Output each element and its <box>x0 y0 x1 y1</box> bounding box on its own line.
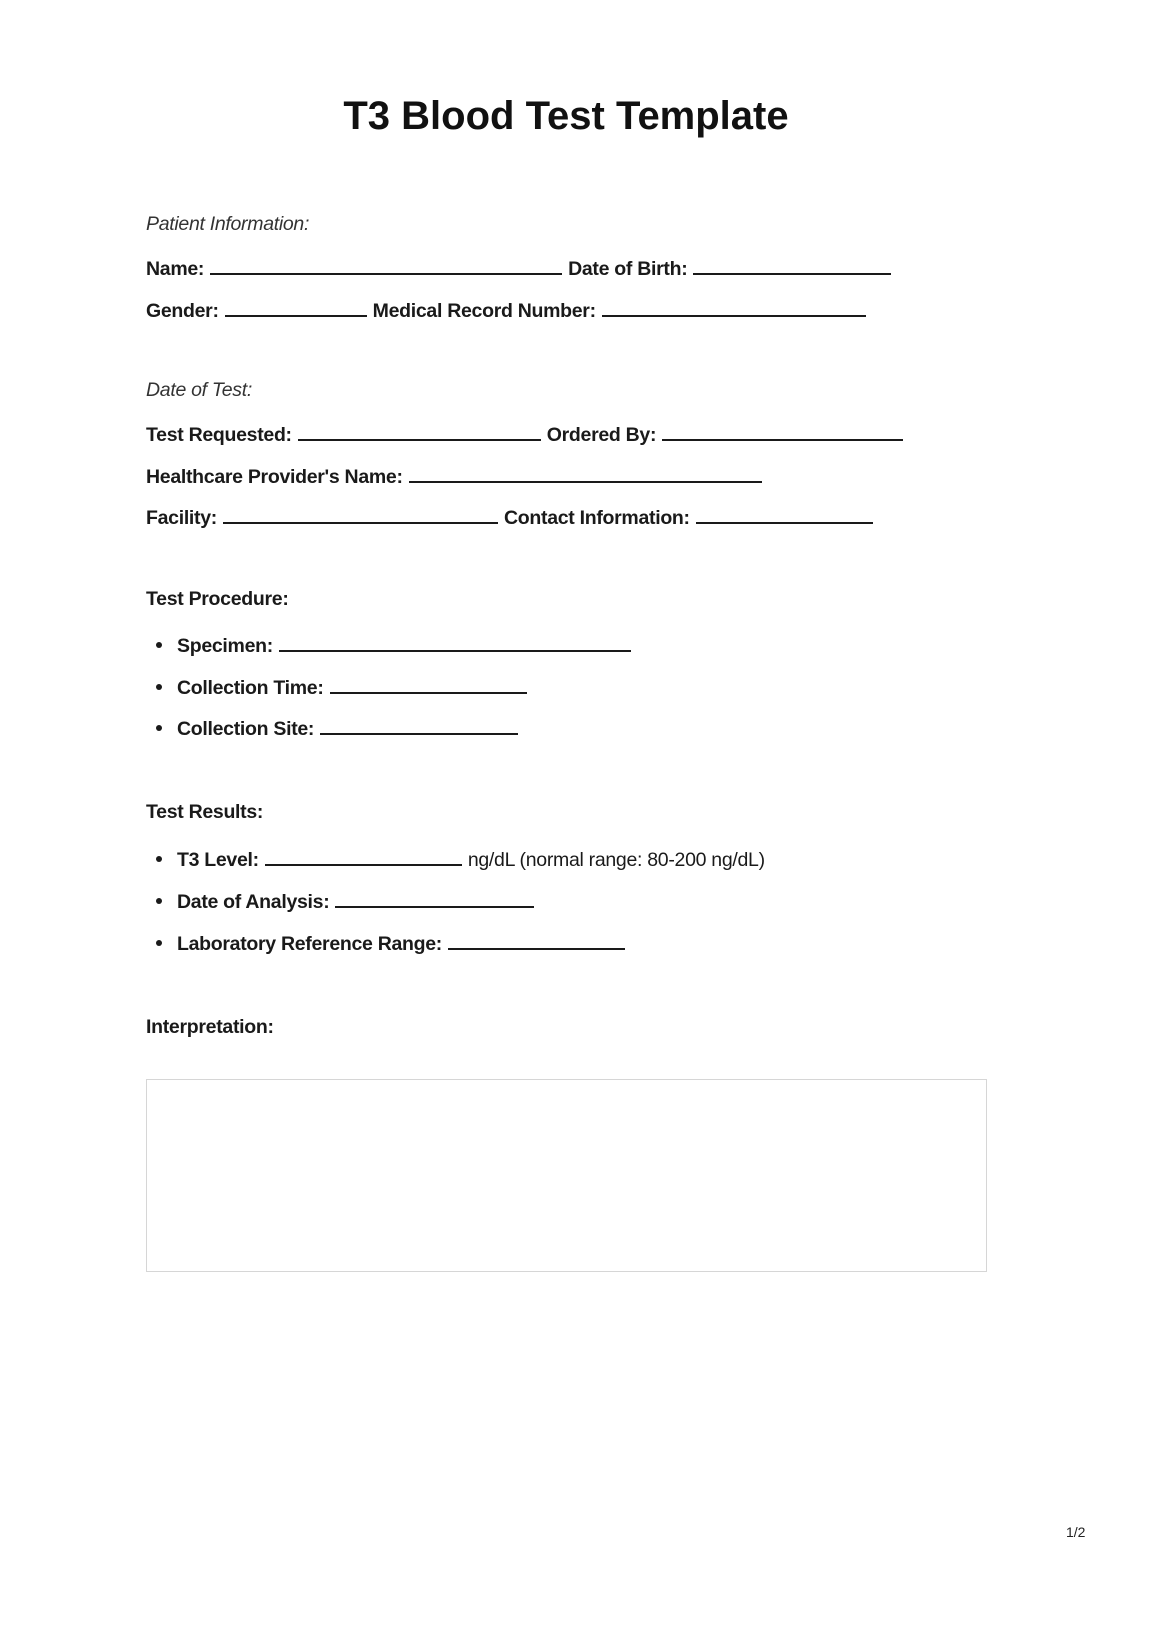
gender-label: Gender: <box>146 300 219 322</box>
specimen-field[interactable] <box>279 632 631 652</box>
collection-time-item <box>156 674 533 700</box>
contact-field[interactable] <box>696 504 873 524</box>
t3-unit-text: ng/dL (normal range: 80-200 ng/dL) <box>467 849 765 871</box>
bullet-icon <box>156 684 162 690</box>
t3-level-field[interactable] <box>265 846 462 866</box>
specimen-item <box>156 632 637 658</box>
date-of-test-heading: Date of Test: <box>146 379 252 401</box>
t3-level-label: T3 Level: <box>177 849 259 871</box>
bullet-icon <box>156 898 162 904</box>
lab-range-field[interactable] <box>448 930 625 950</box>
facility-field[interactable] <box>223 504 498 524</box>
gender-field[interactable] <box>225 297 367 317</box>
provider-field[interactable] <box>409 463 762 483</box>
lab-range-label: Laboratory Reference Range: <box>177 933 442 955</box>
name-label: Name: <box>146 258 205 280</box>
name-field[interactable] <box>210 255 562 275</box>
dob-field[interactable] <box>693 255 891 275</box>
provider-row <box>146 463 768 489</box>
mrn-field[interactable] <box>602 297 866 317</box>
dob-label: Date of Birth: <box>568 258 688 280</box>
patient-info-heading: Patient Information: <box>146 213 310 235</box>
provider-label: Healthcare Provider's Name: <box>146 466 403 488</box>
analysis-date-field[interactable] <box>335 888 534 908</box>
specimen-label: Specimen: <box>177 635 273 657</box>
bullet-icon <box>156 642 162 648</box>
test-requested-row <box>146 421 909 447</box>
facility-label: Facility: <box>146 507 217 529</box>
analysis-date-item <box>156 888 540 914</box>
collection-site-label: Collection Site: <box>177 718 315 740</box>
results-heading: Test Results: <box>146 801 264 823</box>
bullet-icon <box>156 856 162 862</box>
analysis-date-label: Date of Analysis: <box>177 891 330 913</box>
procedure-heading: Test Procedure: <box>146 588 289 610</box>
interpretation-heading: Interpretation: <box>146 1016 274 1038</box>
collection-site-field[interactable] <box>320 715 518 735</box>
lab-range-item <box>156 930 631 956</box>
test-requested-label: Test Requested: <box>146 424 292 446</box>
collection-site-item <box>156 715 524 741</box>
bullet-icon <box>156 725 162 731</box>
t3-level-item <box>156 846 765 872</box>
ordered-by-label: Ordered By: <box>546 424 657 446</box>
bullet-icon <box>156 940 162 946</box>
mrn-label: Medical Record Number: <box>372 300 596 322</box>
test-requested-field[interactable] <box>298 421 541 441</box>
ordered-by-field[interactable] <box>662 421 903 441</box>
document-title: T3 Blood Test Template <box>343 94 789 138</box>
facility-row <box>146 504 879 530</box>
page-number: 1/2 <box>1066 1524 1086 1540</box>
gender-mrn-row <box>146 297 872 323</box>
name-dob-row <box>146 255 897 281</box>
collection-time-label: Collection Time: <box>177 677 324 699</box>
collection-time-field[interactable] <box>330 674 527 694</box>
contact-label: Contact Information: <box>504 507 690 529</box>
interpretation-textbox[interactable] <box>146 1079 987 1272</box>
